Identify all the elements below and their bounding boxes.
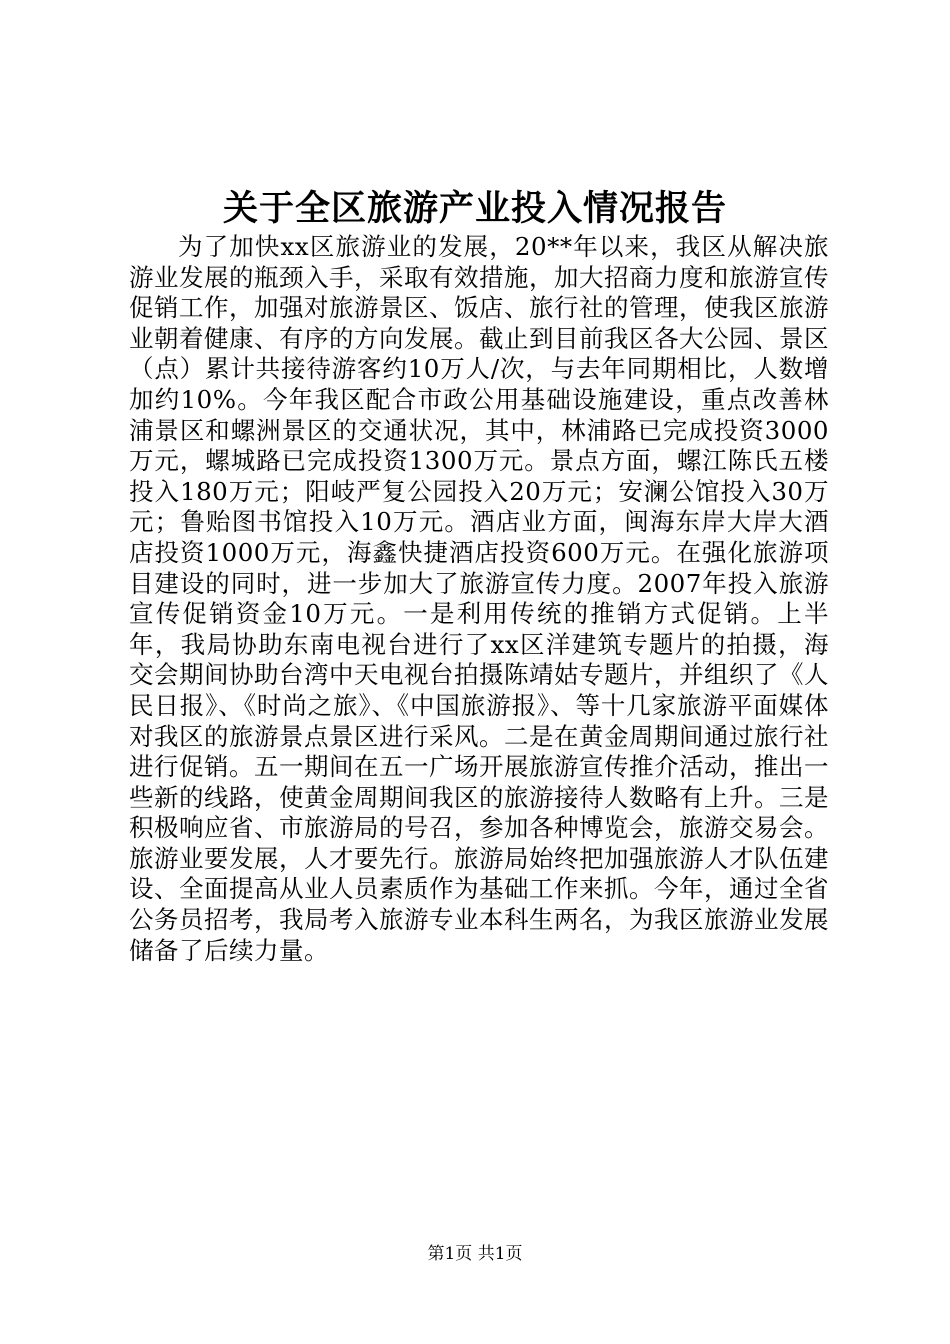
document-body-paragraph: 为了加快xx区旅游业的发展，20**年以来，我区从解决旅游业发展的瓶颈入手，采取有效措施，加大招商力度和旅游宣传促销工作，加强对旅游景区、饭店、旅行社的管理，使我区旅游业朝着健康、有序的方向发展。截止到目前我区各大公园、景区（点）累计共接待游客约10万人/次，与去年同期相比，人数增加约10%。今年我区配合市政公用基础设施建设，重点改善林浦景区和螺洲景区的交通状况，其中，林浦路已完成投资3000万元，螺城路已完成投资1300万元。景点方面，螺江陈氏五楼投入180万元；阳岐严复公园投入20万元；安澜公馆投入30万元；鲁贻图书馆投入10万元。酒店业方面，闽海东岸大岸大酒店投资1000万元，海鑫快捷酒店投资600万元。在强化旅游项目建设的同时，进一步加大了旅游宣传力度。2007年投入旅游宣传促销资金10万元。一是利用传统的推销方式促销。上半年，我局协助东南电视台进行了xx区洋建筑专题片的拍摄，海交会期间协助台湾中天电视台拍摄陈靖姑专题片，并组织了《人民日报》、《时尚之旅》、《中国旅游报》、等十几家旅游平面媒体对我区的旅游景点景区进行采风。二是在黄金周期间通过旅行社进行促销。五一期间在五一广场开展旅游宣传推介活动，推出一些新的线路，使黄金周期间我区的旅游接待人数略有上升。三是积极响应省、市旅游局的号召，参加各种博览会，旅游交易会。旅游业要发展，人才要先行。旅游局始终把加强旅游人才队伍建设、全面提高从业人员素质作为基础工作来抓。今年，通过全省公务员招考，我局考入旅游专业本科生两名，为我区旅游业发展储备了后续力量。 (129, 232, 829, 965)
page-number-footer: 第1页 共1页 (427, 1244, 523, 1264)
document-title: 关于全区旅游产业投入情况报告 (222, 189, 727, 229)
